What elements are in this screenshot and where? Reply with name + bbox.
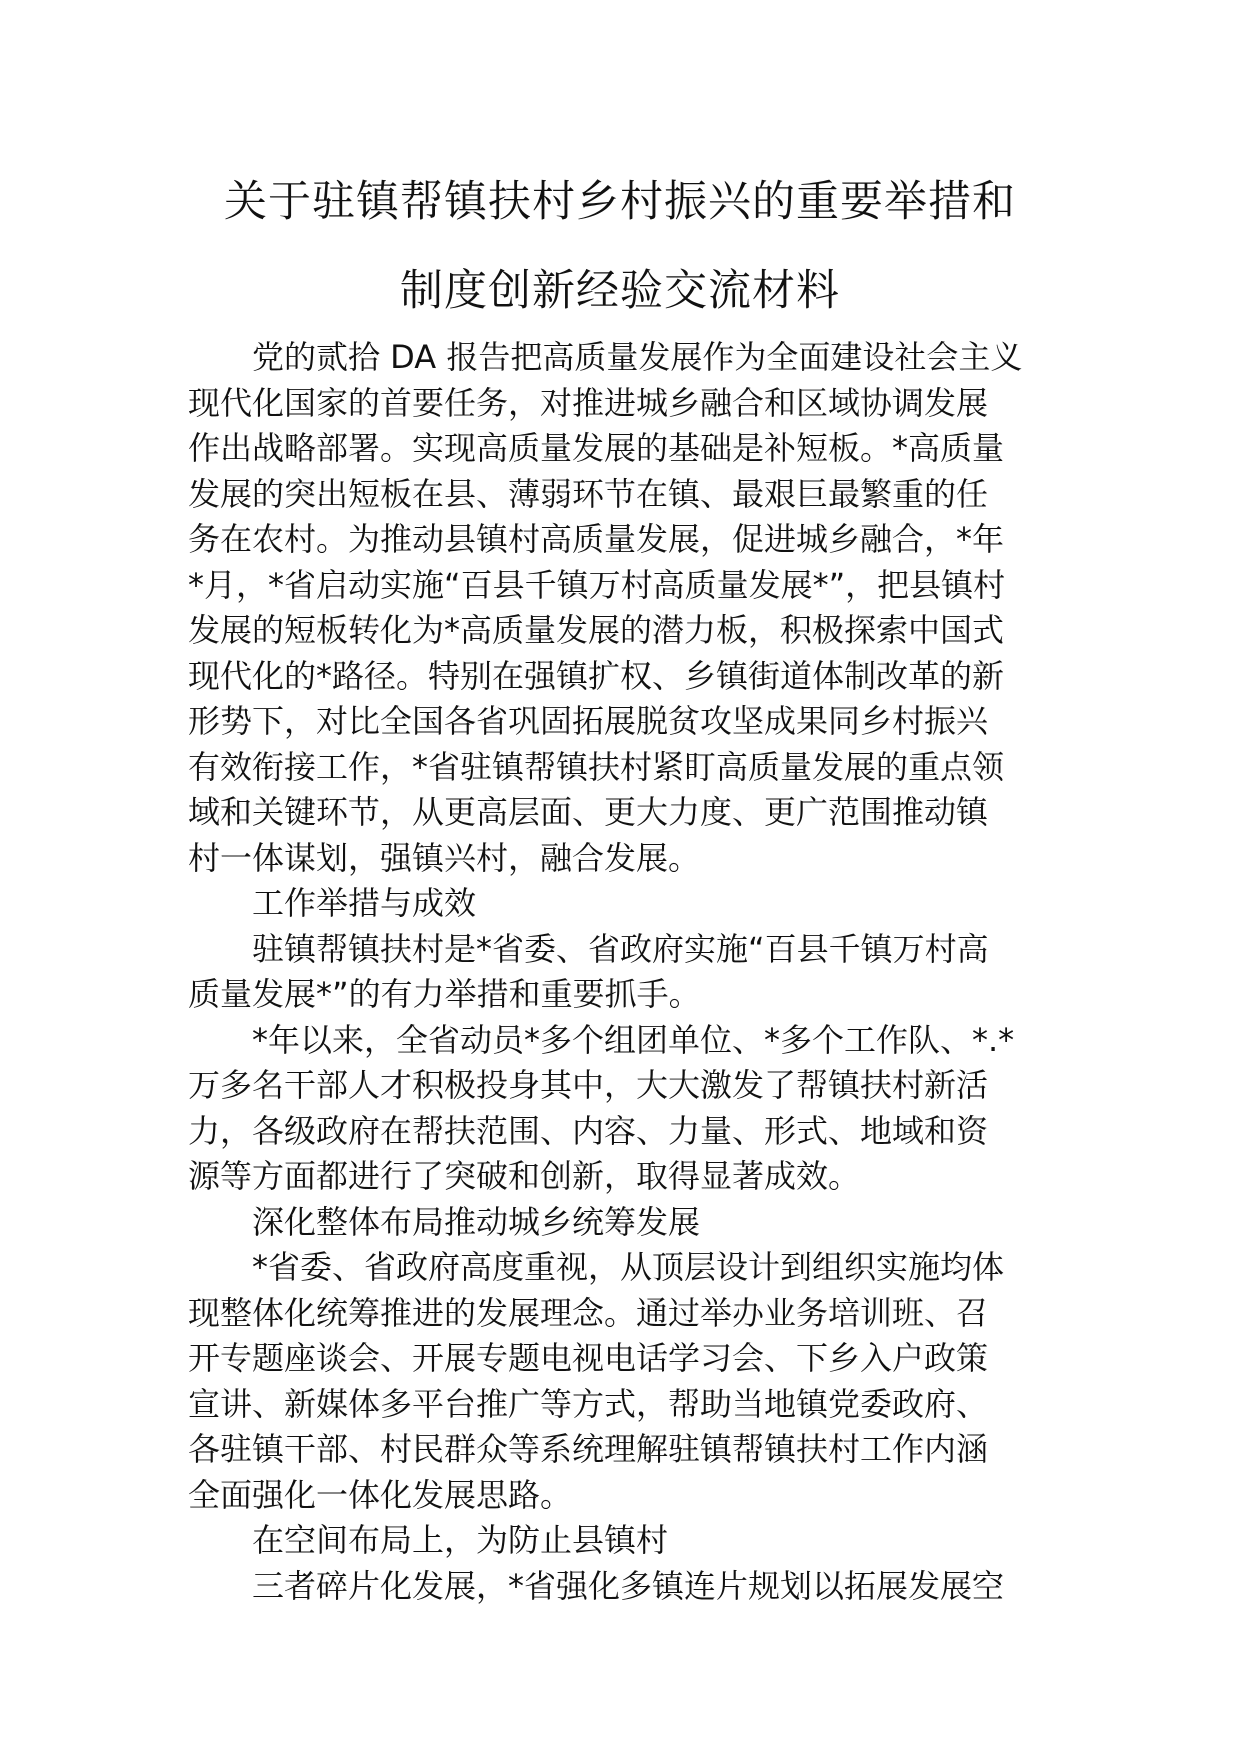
- body-text-line: 工作举措与成效: [252, 884, 477, 922]
- body-text-line: 务在农村。为推动县镇村高质量发展，促进城乡融合，*年: [188, 520, 1005, 558]
- body-text-line: *年以来，全省动员*多个组团单位、*多个工作队、*.*: [252, 1020, 1015, 1059]
- body-text-line: 现代化国家的首要任务，对推进城乡融合和区域协调发展: [188, 383, 989, 422]
- body-text-line: 域和关键环节，从更高层面、更大力度、更广范围推动镇: [188, 793, 989, 831]
- body-text-line: 在空间布局上，为防止县镇村: [252, 1521, 669, 1559]
- body-text-line: 各驻镇干部、村民群众等系统理解驻镇帮镇扶村工作内涵: [188, 1430, 989, 1468]
- body-text-line: *省委、省政府高度重视，从顶层设计到组织实施均体: [252, 1248, 1005, 1286]
- body-text-line: 全面强化一体化发展思路。: [188, 1475, 573, 1514]
- body-text-line: 现整体化统筹推进的发展理念。通过举办业务培训班、召: [188, 1293, 989, 1332]
- document-title-line-1: 关于驻镇帮镇扶村乡村振兴的重要举措和: [224, 177, 1016, 227]
- body-text-line: 力，各级政府在帮扶范围、内容、力量、形式、地域和资: [188, 1111, 989, 1150]
- body-text-line: 开专题座谈会、开展专题电视电话学习会、下乡入户政策: [188, 1339, 989, 1377]
- body-text-line: 党的贰拾 DA 报告把高质量发展作为全面建设社会主义: [252, 338, 1023, 376]
- document-title-line-2: 制度创新经验交流材料: [400, 266, 840, 316]
- body-text-line: 深化整体布局推动城乡统筹发展: [252, 1202, 701, 1241]
- body-text-line: 万多名干部人才积极投身其中，大大激发了帮镇扶村新活: [188, 1066, 989, 1104]
- body-text-line: 驻镇帮镇扶村是*省委、省政府实施“百县千镇万村高: [252, 929, 989, 968]
- body-text-line: 有效衔接工作，*省驻镇帮镇扶村紧盯高质量发展的重点领: [188, 747, 1005, 786]
- document-body: [188, 335, 1056, 1609]
- body-text-line: 村一体谋划，强镇兴村，融合发展。: [188, 838, 701, 877]
- body-text-line: 作出战略部署。实现高质量发展的基础是补短板。*高质量: [188, 429, 1005, 467]
- body-text-line: *月，*省启动实施“百县千镇万村高质量发展*”，把县镇村: [188, 565, 1006, 604]
- body-text-line: 发展的短板转化为*高质量发展的潜力板，积极探索中国式: [188, 611, 1005, 649]
- body-text-line: 三者碎片化发展，*省强化多镇连片规划以拓展发展空: [252, 1566, 1005, 1605]
- body-text-line: 形势下，对比全国各省巩固拓展脱贫攻坚成果同乡村振兴: [188, 702, 989, 740]
- body-text-line: 宣讲、新媒体多平台推广等方式，帮助当地镇党委政府、: [188, 1384, 989, 1423]
- body-text-line: 源等方面都进行了突破和创新，取得显著成效。: [188, 1157, 861, 1195]
- body-text-line: 质量发展*”的有力举措和重要抓手。: [188, 975, 701, 1013]
- body-text-line: 现代化的*路径。特别在强镇扩权、乡镇街道体制改革的新: [188, 656, 1005, 695]
- body-text-line: 发展的突出短板在县、薄弱环节在镇、最艰巨最繁重的任: [188, 474, 989, 513]
